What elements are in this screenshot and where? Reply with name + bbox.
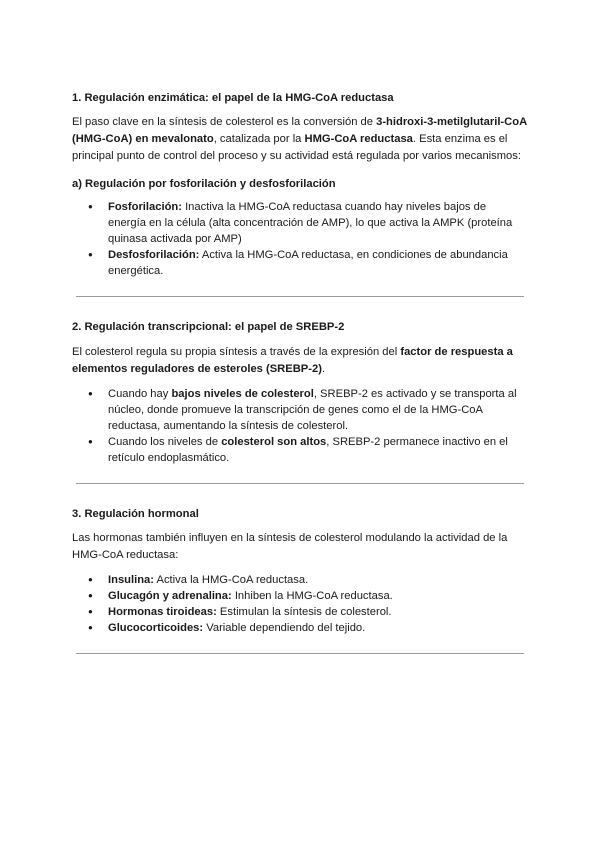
list-item: ● Desfosforilación: Activa la HMG-CoA reductasa, en condiciones de abundancia energética. xyxy=(88,247,518,279)
section-3-heading: 3. Regulación hormonal xyxy=(72,508,199,520)
section-divider xyxy=(76,483,524,484)
list-item: ● Insulina: Activa la HMG-CoA reductasa. xyxy=(88,572,518,588)
section-2-bullet-list xyxy=(88,386,518,466)
section-1-subheading: a) Regulación por fosforilación y desfosforilación xyxy=(72,178,336,190)
list-item: ● Cuando los niveles de colesterol son altos, SREBP-2 permanece inactivo en el retículo endoplasmático. xyxy=(88,434,518,466)
list-item: ● Cuando hay bajos niveles de colesterol, SREBP-2 es activado y se transporta al núcleo, donde promueve la transcripción de genes como el de la HMG-CoA reductasa, aumentando la síntesis de colesterol. xyxy=(88,386,518,434)
section-1-heading: 1. Regulación enzimática: el papel de la HMG-CoA reductasa xyxy=(72,92,394,104)
list-item: ● Glucocorticoides: Variable dependiendo del tejido. xyxy=(88,620,518,636)
section-divider xyxy=(76,653,524,654)
list-item: ● Glucagón y adrenalina: Inhiben la HMG-CoA reductasa. xyxy=(88,588,518,604)
section-divider xyxy=(76,296,524,297)
list-item: ● Hormonas tiroideas: Estimulan la síntesis de colesterol. xyxy=(88,604,518,620)
section-2-heading: 2. Regulación transcripcional: el papel de SREBP-2 xyxy=(72,321,345,333)
section-2-paragraph: El colesterol regula su propia síntesis a través de la expresión del factor de respuesta a elementos reguladores de esteroles (SREBP-2). xyxy=(72,346,513,375)
section-1-paragraph: El paso clave en la síntesis de colesterol es la conversión de 3-hidroxi-3-metilglutaril-CoA (HMG-CoA) en mevalonato, catalizada por la HMG-CoA reductasa. Esta enzima es el principal punto de control del proceso y su actividad está regulada por varios mecanismos: xyxy=(72,116,527,162)
section-3-bullet-list xyxy=(88,572,518,636)
section-1-bullet-list xyxy=(88,199,518,279)
list-item: ● Fosforilación: Inactiva la HMG-CoA reductasa cuando hay niveles bajos de energía en la célula (alta concentración de AMP), lo que activa la AMPK (proteína quinasa activada por AMP) xyxy=(88,199,518,247)
section-3-paragraph: Las hormonas también influyen en la síntesis de colesterol modulando la actividad de la HMG-CoA reductasa: xyxy=(72,532,508,561)
